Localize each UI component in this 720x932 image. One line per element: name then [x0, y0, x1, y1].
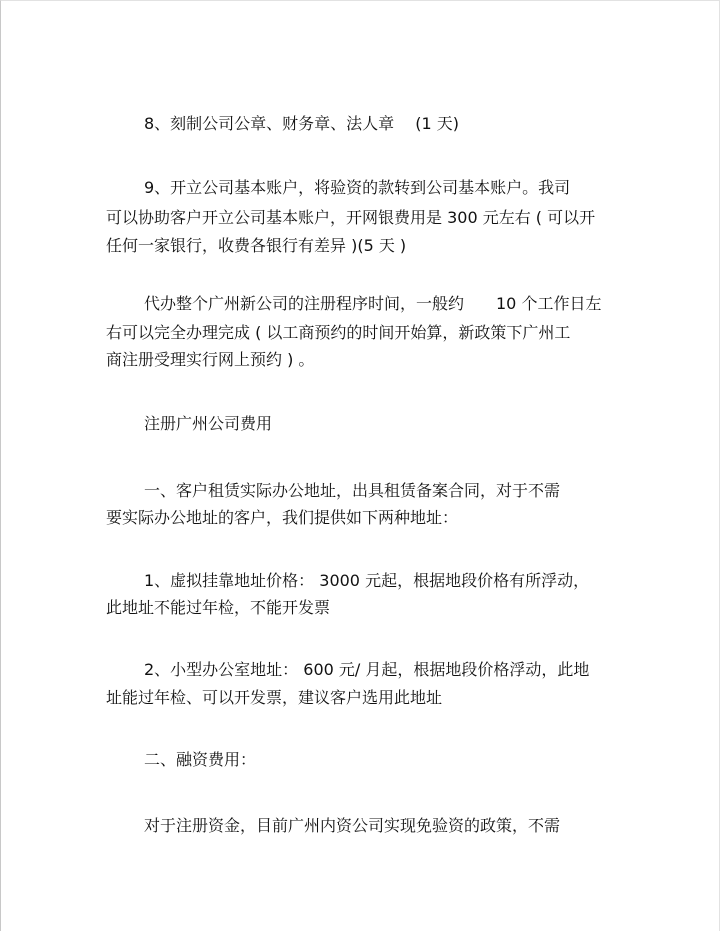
sub-1-line-1: 1、虚拟挂靠地址价格： 3000 元起，根据地段价格有所浮动，	[144, 571, 590, 590]
step-9-line-3: 任何一家银行，收费各银行有差异 )(5 天 )	[106, 236, 407, 255]
step-8-text: 8、刻制公司公章、财务章、法人章 (1 天)	[144, 114, 460, 133]
item-one-line-1: 一、客户租赁实际办公地址，出具租赁备案合同，对于不需	[144, 481, 561, 500]
sub-2-line-1: 2、小型办公室地址： 600 元/ 月起，根据地段价格浮动，此地	[144, 660, 590, 679]
step-9-line-2: 可以协助客户开立公司基本账户，开网银费用是 300 元左右 ( 可以开	[106, 208, 596, 227]
sub-1-line-2: 此地址不能过年检，不能开发票	[106, 598, 331, 617]
item-one-line-2: 要实际办公地址的客户，我们提供如下两种地址：	[106, 508, 459, 527]
summary-line-2: 右可以完全办理完成 ( 以工商预约的时间开始算，新政策下广州工	[106, 323, 571, 342]
summary-line-3: 商注册受理实行网上预约 ) 。	[106, 350, 315, 369]
step-9-line-1: 9、开立公司基本账户，将验资的款转到公司基本账户。我司	[144, 178, 571, 197]
financing-heading: 二、融资费用：	[144, 750, 257, 769]
fees-heading: 注册广州公司费用	[144, 414, 273, 433]
sub-2-line-2: 址能过年检、可以开发票，建议客户选用此地址	[106, 688, 443, 707]
summary-line-1: 代办整个广州新公司的注册程序时间，一般约 10 个工作日左	[144, 294, 602, 313]
last-line-1: 对于注册资金，目前广州内资公司实现免验资的政策，不需	[144, 816, 561, 835]
